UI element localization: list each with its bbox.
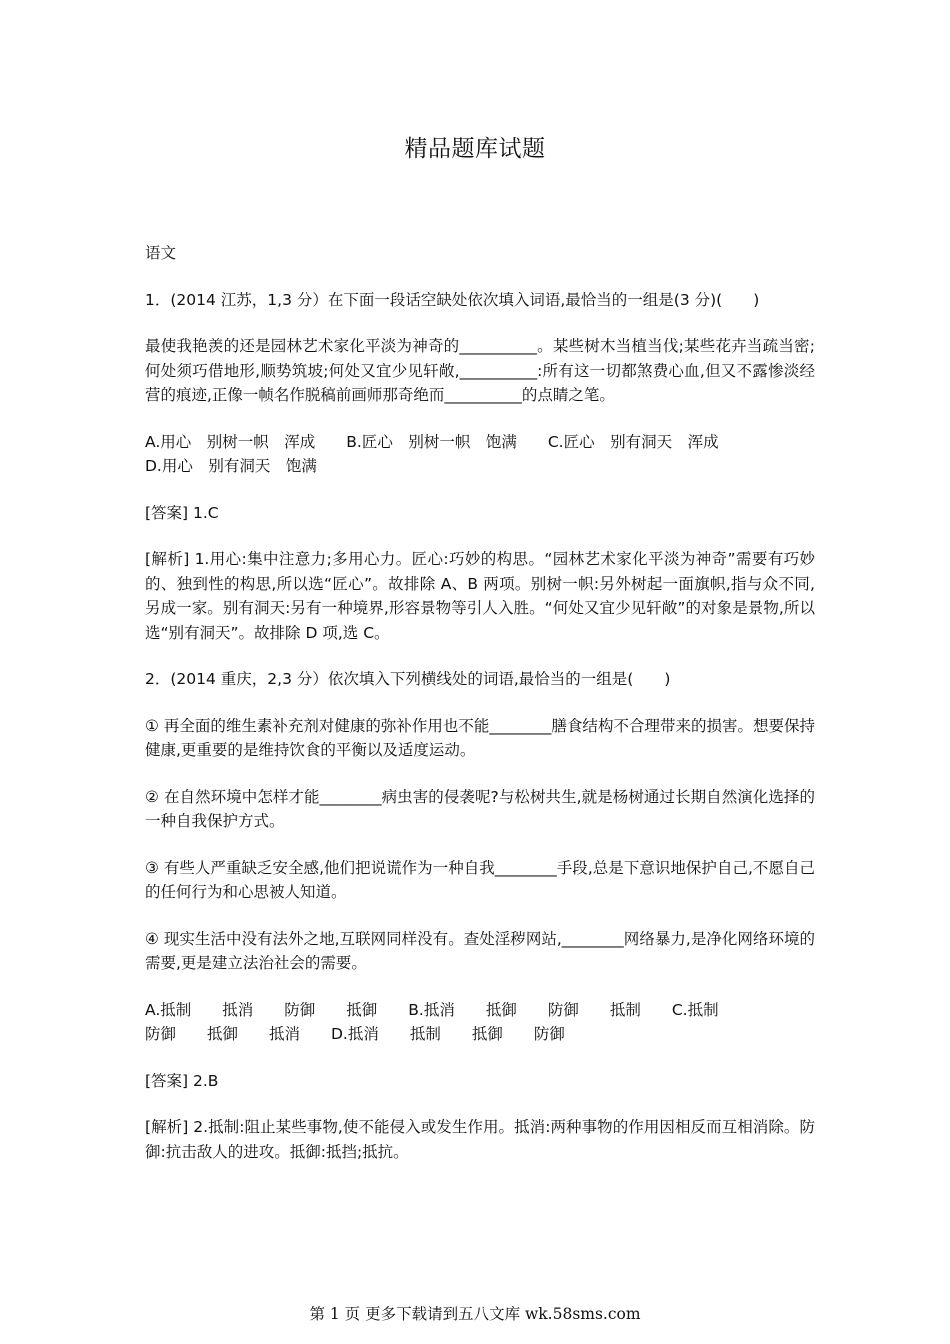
q2-stem: 2．(2014 重庆，2,3 分）依次填入下列横线处的词语,最恰当的一组是( ) bbox=[145, 670, 671, 688]
q2-options bbox=[145, 998, 815, 1047]
q2-item-4: ④ 现实生活中没有法外之地,互联网同样没有。查处淫秽网站,________网络暴力,是净化网络环境的需要,更是建立法治社会的需要。 bbox=[145, 929, 815, 972]
subject-label: 语文 bbox=[145, 244, 177, 262]
q2-options-line1: A.抵制 抵消 防御 抵御 B.抵消 抵御 防御 抵制 C.抵制 bbox=[145, 1000, 719, 1019]
q2-options-line2: 防御 抵御 抵消 D.抵消 抵制 抵御 防御 bbox=[145, 1025, 565, 1043]
q1-analysis: [解析] 1.用心:集中注意力;多用心力。匠心:巧妙的构思。“园林艺术家化平淡为神奇”需要有巧妙的、独到性的构思,所以选“匠心”。故排除 A、B 两项。别树一帜:另外树起一面旗帜,指与众不同,另成一家。别有洞天:另有一种境界,形容景物等引人入胜。“何处又宜少见轩敞”的对象是景物,所以选“别有洞天”。故排除 D 项,选 C。 bbox=[145, 550, 815, 642]
q2-answer: [答案] 2.B bbox=[145, 1071, 219, 1090]
document-body bbox=[145, 241, 815, 1186]
q1-passage: 最使我艳羡的还是园林艺术家化平淡为神奇的__________。某些树木当植当伐;某些花卉当疏当密;何处须巧借地形,顺势筑坡;何处又宜少见轩敞,__________:所有这一切都煞费心血,但又不露惨淡经营的痕迹,正像一帧名作脱稿前画师那奇绝而__________的点睛之笔。 bbox=[145, 337, 815, 404]
q1-options bbox=[145, 430, 815, 479]
q2-item-1: ① 再全面的维生素补充剂对健康的弥补作用也不能________膳食结构不合理带来的损害。想要保持健康,更重要的是维持饮食的平衡以及适度运动。 bbox=[145, 716, 815, 759]
q2-analysis: [解析] 2.抵制:阻止某些事物,使不能侵入或发生作用。抵消:两种事物的作用因相反而互相消除。防御:抗击敌人的进攻。抵御:抵挡;抵抗。 bbox=[145, 1118, 815, 1161]
q1-answer: [答案] 1.C bbox=[145, 503, 219, 522]
q1-options-line2: D.用心 别有洞天 饱满 bbox=[145, 457, 317, 475]
q1-stem: 1．(2014 江苏，1,3 分）在下面一段话空缺处依次填入词语,最恰当的一组是(3 分)( ) bbox=[145, 290, 760, 309]
page-footer: 第 1 页 更多下载请到五八文库 wk.58sms.com bbox=[309, 1305, 641, 1323]
q1-options-line1: A.用心 别树一帜 浑成 B.匠心 别树一帜 饱满 C.匠心 别有洞天 浑成 bbox=[145, 432, 719, 451]
q2-item-2: ② 在自然环境中怎样才能________病虫害的侵袭呢?与松树共生,就是杨树通过长期自然演化选择的一种自我保护方式。 bbox=[145, 787, 815, 830]
page-title: 精品题库试题 bbox=[404, 136, 546, 162]
q2-item-3: ③ 有些人严重缺乏安全感,他们把说谎作为一种自我________手段,总是下意识地保护自己,不愿自己的任何行为和心思被人知道。 bbox=[145, 858, 815, 901]
